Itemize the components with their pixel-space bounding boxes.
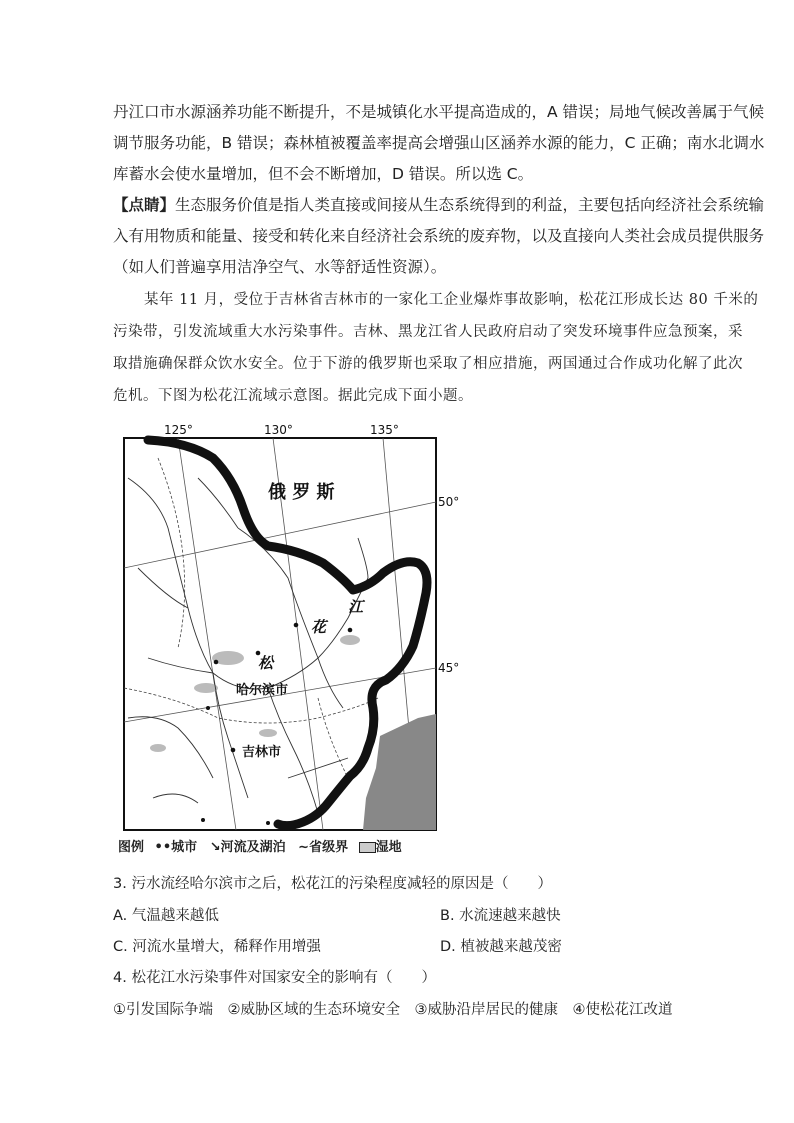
question-4-choices: ①引发国际争端 ②威胁区域的生态环境安全 ③威胁沿岸居民的健康 ④使松花江改道 bbox=[113, 1002, 673, 1018]
material-line: 取措施确保群众饮水安全。位于下游的俄罗斯也采取了相应措施，两国通过合作成功化解了此次 bbox=[113, 356, 743, 372]
longitude-label: 125° bbox=[164, 423, 193, 437]
city-label-harbin: 哈尔滨市 bbox=[236, 683, 289, 698]
tip-first-line bbox=[113, 190, 765, 221]
legend-item-boundary: 省级界 bbox=[309, 840, 349, 855]
question-3-option-c: C. 河流水量增大，稀释作用增强 bbox=[113, 939, 321, 955]
question-3-stem: 3. 污水流经哈尔滨市之后，松花江的污染程度减轻的原因是（ ） bbox=[113, 876, 552, 892]
legend-item-city: 城市 bbox=[171, 840, 198, 855]
tip-line: （如人们普遍享用洁净空气、水等舒适性资源）。 bbox=[113, 258, 447, 276]
material-line: 某年 11 月，受位于吉林省吉林市的一家化工企业爆炸事故影响，松花江形成长达 80 千米的 bbox=[144, 292, 759, 308]
tip-tag: 【点睛】 bbox=[113, 196, 176, 214]
city-symbol-icon: •• bbox=[154, 840, 172, 855]
legend-item-river: 河流及湖泊 bbox=[220, 840, 286, 855]
material-line: 危机。下图为松花江流域示意图。据此完成下面小题。 bbox=[113, 388, 473, 404]
songhua-river-basin-map bbox=[118, 418, 460, 832]
question-3-option-b: B. 水流速越来越快 bbox=[440, 908, 561, 924]
river-symbol-icon: ↘ bbox=[209, 840, 221, 855]
legend-title: 图例 bbox=[118, 840, 145, 855]
question-4-stem: 4. 松花江水污染事件对国家安全的影响有（ ） bbox=[113, 970, 436, 986]
tip-paragraph bbox=[113, 190, 765, 283]
material-paragraph bbox=[113, 284, 759, 412]
tip-text: 生态服务价值是指人类直接或间接从生态系统得到的利益，主要包括向经济社会系统输 bbox=[175, 196, 765, 214]
map-legend bbox=[118, 836, 402, 855]
question-3-option-a: A. 气温越来越低 bbox=[113, 908, 219, 924]
question-3-option-d: D. 植被越来越茂密 bbox=[440, 939, 562, 955]
latitude-label: 45° bbox=[438, 661, 460, 675]
river-label-char: 江 bbox=[348, 598, 364, 616]
material-line: 污染带，引发流域重大水污染事件。吉林、黑龙江省人民政府启动了突发环境事件应急预案，采 bbox=[113, 324, 743, 340]
river-label-char: 松 bbox=[258, 654, 274, 672]
explanation-line: 调节服务功能，B 错误；森林植被覆盖率提高会增强山区涵养水源的能力，C 正确；南水北调水 bbox=[113, 134, 765, 152]
legend-item-wetland: 湿地 bbox=[375, 840, 402, 855]
longitude-label: 135° bbox=[370, 423, 399, 437]
longitude-label: 130° bbox=[264, 423, 293, 437]
wetland-symbol-icon bbox=[359, 842, 376, 853]
tip-line: 入有用物质和能量、接受和转化来自经济社会系统的废弃物，以及直接向人类社会成员提供服务 bbox=[113, 227, 765, 245]
explanation-line: 丹江口市水源涵养功能不断提升，不是城镇化水平提高造成的，A 错误；局地气候改善属于气候 bbox=[113, 103, 765, 121]
latitude-label: 50° bbox=[438, 495, 460, 509]
explanation-line: 库蓄水会使水量增加，但不会不断增加，D 错误。所以选 C。 bbox=[113, 165, 534, 183]
city-label-jilin: 吉林市 bbox=[242, 745, 282, 760]
answer-explanation bbox=[113, 97, 765, 190]
boundary-symbol-icon: ∼ bbox=[298, 840, 310, 855]
country-label-russia: 俄 罗 斯 bbox=[268, 482, 335, 503]
river-label-char: 花 bbox=[311, 618, 327, 636]
